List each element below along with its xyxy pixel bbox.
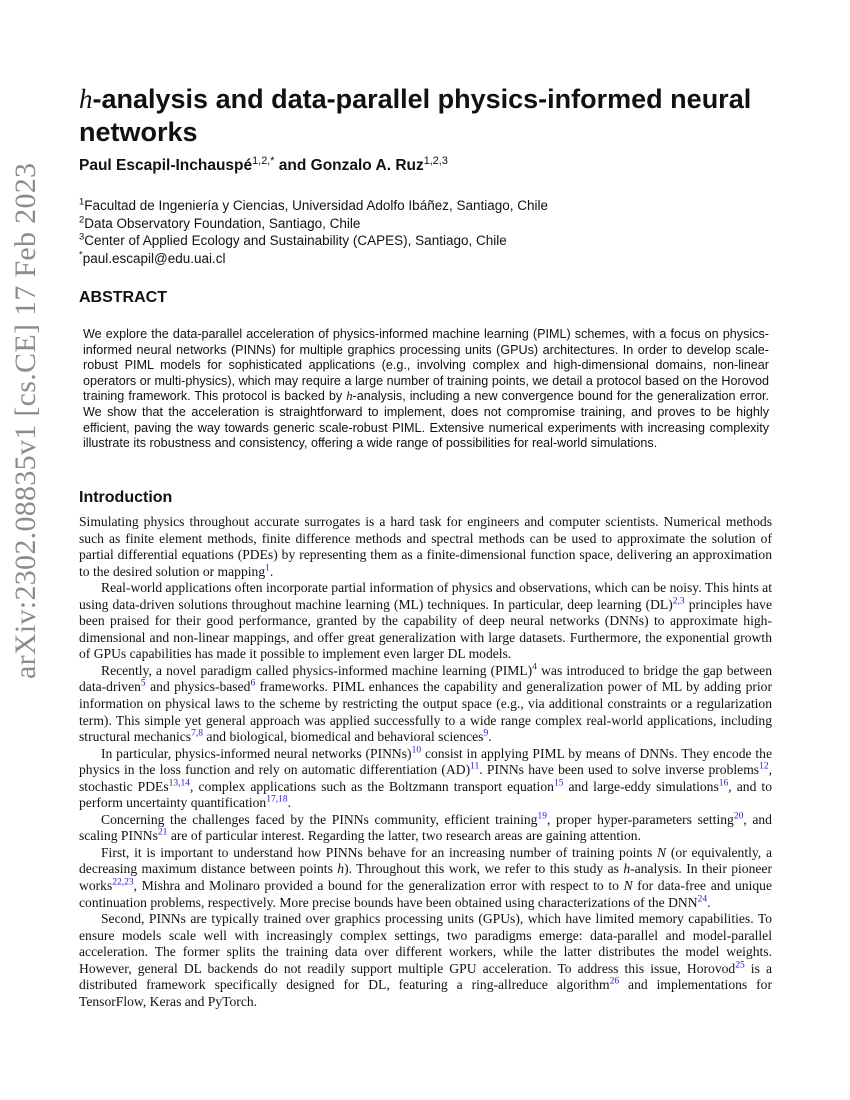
paragraph-text: .	[488, 729, 492, 745]
paragraph-text: , and scaling PINNs	[79, 811, 772, 844]
author-2-affiliation-marks: 1,2,3	[423, 154, 448, 167]
citation-link[interactable]: 26	[609, 976, 620, 987]
math-symbol: N	[623, 878, 633, 894]
paragraph-text: , complex applications such as the Boltzmann transport equation	[190, 778, 554, 794]
paragraph-text: are of particular interest. Regarding the latter, two research areas are gaining attention.	[167, 828, 641, 844]
affiliation-text: Center of Applied Ecology and Sustainability (CAPES), Santiago, Chile	[84, 233, 507, 248]
abstract-text-part: -analysis, including a new convergence bound for the generalization error. We show that the acceleration is straightforward to implement, does not compromise training, and proves to be highly efficient, paving the way towards generic scale-robust PIML. Extensive numerical experiments with increasing complexity illustrate its robustness and consistency, offering a wide range of possibilities for real-world simulations.	[83, 389, 769, 451]
citation-link[interactable]: 11	[470, 761, 480, 772]
abstract-text	[83, 327, 769, 452]
email-text[interactable]: paul.escapil@edu.uai.cl	[82, 250, 226, 266]
affiliations	[79, 197, 548, 267]
paragraph	[79, 580, 772, 663]
paragraph-text: Second, PINNs are typically trained over graphics processing units (GPUs), which have limited memory capabilities. To ensure models scale well with increasingly complex settings, two paradigms emerge: data-parallel and model-parallel acceleration. The former splits the training data over different workers, while the latter distributes the model weights. However, general DL backends do not readily support multiple GPU acceleration. To address this issue, Horovod	[79, 911, 772, 976]
citation-link[interactable]: 21	[157, 827, 168, 838]
affiliation-mark: 3	[79, 231, 85, 243]
affiliation-line	[79, 197, 548, 215]
paragraph	[79, 663, 772, 746]
paragraph-text: , and to perform uncertainty quantification	[79, 778, 772, 811]
paragraph-text: is a distributed framework specifically designed for DL, featuring a ring-allreduce algorithm	[79, 960, 772, 993]
title-text: -analysis and data-parallel physics-informed neural networks	[79, 84, 752, 147]
paragraph-text: , proper hyper-parameters setting	[546, 811, 734, 827]
title-h-symbol: h	[79, 84, 93, 114]
affiliation-mark: *	[79, 249, 83, 260]
citation-link[interactable]: 16	[718, 778, 729, 789]
paragraph-text: and large-eddy simulations	[563, 778, 719, 794]
corresponding-email[interactable]	[79, 250, 548, 268]
paragraph-text: consist in applying PIML by means of DNNs. They encode the physics in the loss function and rely on automatic differentiation (AD)	[79, 745, 772, 778]
paragraph-text: Simulating physics throughout accurate surrogates is a hard task for engineers and computer scientists. Numerical methods such as finite element methods, finite difference methods and spectral methods can be used to approximate the solution of partial differential equations (PDEs) by representing them as a finite-dimensional function space, delivering an approximation to the desired solution or mapping	[79, 514, 772, 579]
affiliation-line	[79, 215, 548, 233]
author-list	[79, 154, 448, 175]
paragraph	[79, 746, 772, 812]
arxiv-identifier-stamp: arXiv:2302.08835v1 [cs.CE] 17 Feb 2023	[9, 162, 42, 679]
paragraph-text: . PINNs have been used to solve inverse problems	[479, 762, 760, 778]
citation-link[interactable]: 10	[411, 745, 422, 756]
paragraph-text: In particular, physics-informed neural networks (PINNs)	[101, 745, 412, 761]
math-symbol: N	[657, 844, 667, 860]
abstract-h-symbol: h	[346, 389, 353, 404]
citation-link[interactable]: 2,3	[672, 596, 685, 607]
paragraph	[79, 514, 772, 580]
affiliation-line	[79, 232, 548, 250]
author-1-name: Paul Escapil-Inchauspé	[79, 157, 253, 174]
abstract-text-part: We explore the data-parallel acceleration of physics-informed machine learning (PIML) schemes, with a focus on physics-informed neural networks (PINNs) for multiple graphics processing units (GPUs) architectures. In order to develop scale-robust PIML models for sophisticated applications (e.g., involving complex and high-dimensional domains, non-linear operators or multi-physics), which may require a large number of training points, we detail a protocol based on the Horovod training framework. This protocol is backed by	[83, 327, 769, 404]
citation-link[interactable]: 20	[733, 811, 744, 822]
citation-link[interactable]: 13,14	[168, 778, 191, 789]
citation-link[interactable]: 7,8	[191, 728, 204, 739]
citation-link[interactable]: 22,23	[112, 877, 134, 888]
paragraph-text: , stochastic PDEs	[79, 762, 772, 794]
introduction-body	[79, 514, 772, 1010]
citation-link[interactable]: 6	[250, 678, 256, 689]
paragraph-text: Recently, a novel paradigm called physics-informed machine learning (PIML)	[101, 662, 533, 678]
citation-link[interactable]: 4	[532, 662, 537, 673]
paragraph-text: and physics-based	[145, 679, 251, 695]
author-2-name: Gonzalo A. Ruz	[310, 157, 424, 174]
paragraph-text: Real-world applications often incorporate partial information of physics and observations, which can be noisy. This hints at using data-driven solutions throughout machine learning (ML) techniques. In particular, deep learning (DL)	[79, 580, 772, 612]
paragraph-text: frameworks. PIML enhances the capability and generalization power of ML by adding prior information on physical laws to the scheme by restricting the output space (e.g., via additional constraints or a regularization term). This simple yet general approach was applied successfully to a wide range complex real-world applications, including structural mechanics	[79, 679, 772, 745]
paragraph-text: was introduced to bridge the gap between data-driven	[79, 662, 772, 695]
paragraph-text: and implementations for TensorFlow, Keras and PyTorch.	[79, 977, 772, 1009]
paragraph-text: .	[269, 563, 274, 579]
affiliation-mark: 1	[79, 196, 85, 208]
math-symbol: h	[337, 861, 345, 877]
paragraph	[79, 812, 772, 845]
citation-link[interactable]: 1	[265, 563, 270, 574]
citation-link[interactable]: 25	[735, 960, 745, 971]
introduction-heading: Introduction	[79, 489, 173, 506]
citation-link[interactable]: 15	[553, 778, 564, 789]
affiliation-mark: 2	[79, 214, 85, 225]
citation-link[interactable]: 12	[759, 761, 769, 772]
citation-link[interactable]: 5	[140, 678, 146, 689]
paragraph-text: .	[287, 795, 292, 811]
citation-link[interactable]: 19	[537, 811, 547, 822]
citation-link[interactable]: 24	[697, 894, 708, 905]
paragraph: First, it is important to understand how PINNs behave for an increasing number of training points N (or equivalently, a decreasing maximum distance between points h). Throughout this work, we refer to this study as h-analysis. In their pioneer works$^{22,23}$, Mishra and Molinaro provided a bound for the generalization error with respect to to N for data-free and unique continuation problems, respectively. More precise bounds have been obtained using characterizations of the DNN$^{24}$.	[79, 844, 773, 910]
citation-link[interactable]: 9	[483, 728, 489, 739]
math-symbol: h	[623, 861, 631, 877]
paragraph-text: and biological, biomedical and behavioral sciences	[203, 729, 484, 745]
author-1-affiliation-marks: 1,2,*	[252, 154, 275, 167]
citation-link[interactable]: 17,18	[266, 794, 288, 805]
author-conjunction: and	[274, 157, 311, 174]
paragraph-text: principles have been praised for their good performance, granted by the capability of deep neural networks (DNNs) to approximate high-dimensional and non-linear mappings, and offer great generalization with large datasets. Furthermore, the exponential growth of GPUs capabilities has made it possible to implement even larger DL models.	[79, 596, 772, 662]
paper-title	[79, 83, 779, 149]
paragraph-text: Concerning the challenges faced by the PINNs community, efficient training	[101, 811, 538, 827]
affiliation-text: Data Observatory Foundation, Santiago, Chile	[84, 215, 361, 231]
affiliation-text: Facultad de Ingeniería y Ciencias, Universidad Adolfo Ibáñez, Santiago, Chile	[84, 198, 549, 213]
abstract-heading: ABSTRACT	[79, 289, 167, 306]
paragraph	[79, 911, 772, 1010]
